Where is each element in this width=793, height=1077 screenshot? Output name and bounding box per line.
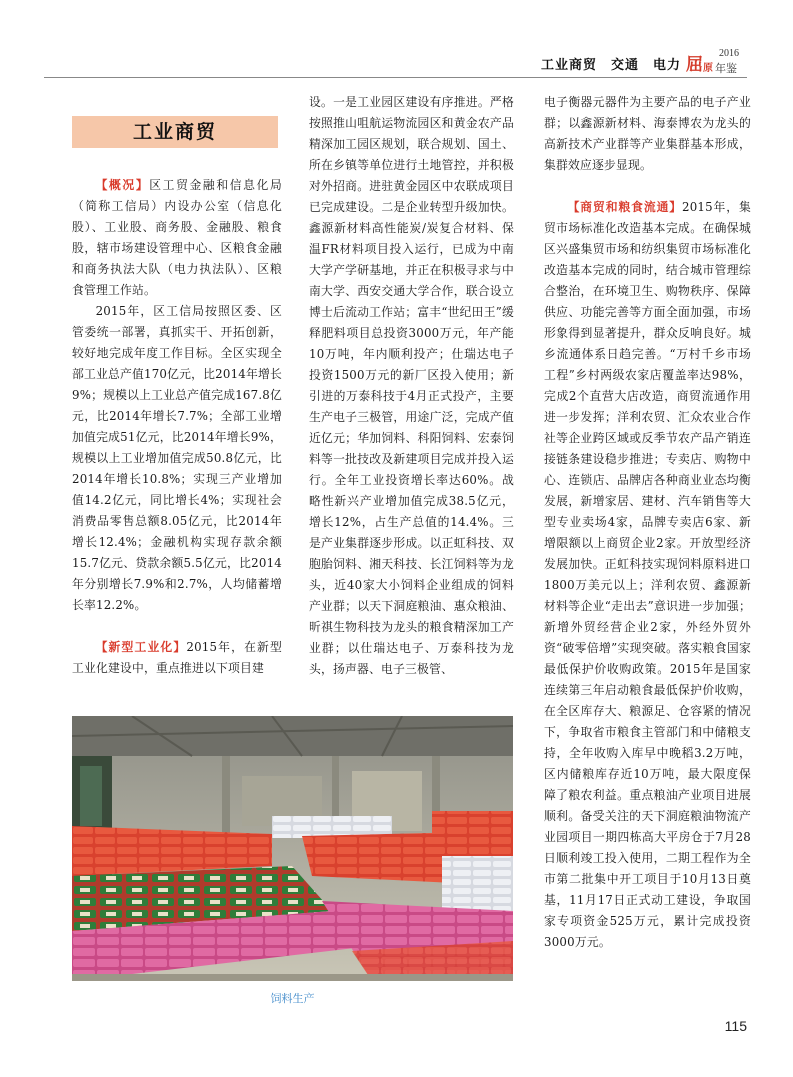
commerce-grain-text: 2015年，集贸市场标准化改造基本完成。在确保城区兴盛集贸市场和纺织集贸市场标准化改造基本完成的同时，结合城市管理综合整治，在环境卫生、购物秩序、保障供应、功能完善等方面全面加强，市场形象得到显著提升，群众反响良好。城乡流通体系日趋完善。“万村千乡市场工程”乡村两级农家店覆盖率达98%，完成2个直营大店改造，商贸流通作用进一步发挥；洋利农贸、汇众农业合作社等企业跨区域或反季节农产品产销连接链条建设稳步推进；专卖店、购物中心、连锁店、品牌店各种商业业态均衡发展，新增家居、建材、汽车销售等大型专业卖场4家，品牌专卖店6家、新增限额以上商贸企业2家。开放型经济发展加快。正虹科技实现饲料原料进口1800万美元以上；洋利农贸、鑫源新材料等企业“走出去”意识进一步加强；新增外贸经营企业2家，外经外贸外资“破零倍增”实现突破。落实粮食国家最低保护价收购政策。2015年是国家连续第三年启动粮食最低保护价收购，在全区库存大、粮源足、仓容紧的情况下，争取省市粮食主管部门和中储粮支持，全年收购入库早中晚稻3.2万吨，区内储粮库存近10万吨，最大限度保障了粮农利益。重点粮油产业项目进展顺利。备受关注的天下洞庭粮油物流产业园项目一期四栋高大平房仓于7月28日顺利竣工投入使用，二期工程作为全市第二批集中开工项目于10月13日奠基，11月17日正式动工建设，争取国家专项资金525万元，累计完成投资3000万元。	[544, 200, 751, 949]
section-title: 工业商贸	[72, 116, 278, 148]
paragraph-continued-2: 电子衡器元器件为主要产品的电子产业群；以鑫源新材料、海泰博农为龙头的高新技术产业群等产业集群基本形成，集群效应逐步显现。	[544, 95, 751, 172]
tag-overview: 【概况】	[95, 178, 150, 192]
yearbook-logo	[686, 48, 748, 76]
column-1	[72, 175, 282, 679]
logo-glyph-yuan: 原	[703, 63, 713, 74]
tag-commerce-grain: 【商贸和粮食流通】	[567, 200, 683, 214]
logo-glyph-qu: 屈	[686, 55, 703, 75]
overview-text: 区工贸金融和信息化局（简称工信局）内设办公室（信息化股）、工业股、商务股、金融股、粮食股，辖市场建设管理中心、区粮食金融和商务执法大队（电力执法队）、区粮食管理工作站。	[72, 178, 282, 297]
logo-yearbook: 年鉴	[715, 62, 737, 75]
paragraph-commerce-grain	[544, 197, 751, 953]
photo-caption: 饲料生产	[270, 992, 315, 1005]
paragraph-overview	[72, 175, 282, 301]
paragraph-new-industrialization	[72, 637, 282, 679]
logo-year: 2016	[719, 48, 739, 59]
paragraph-continued: 设。一是工业园区建设有序推进。严格按照推山咀航运物流园区和黄金农产品精深加工园区规划，联合规划、国土、所在乡镇等单位进行土地管控，并积极对外招商。进驻黄金园区中农联成项目已完成建设。二是企业转型升级加快。鑫源新材料高性能炭/炭复合材料、保温FR材料项目投入运行，已成为中南大学产学研基地，并正在积极寻求与中南大学、西安交通大学合作，联合设立博士后流动工作站；富丰“世纪田王”缓释肥料项目总投资3000万元，年产能10万吨，年内顺利投产；仕瑞达电子投资1500万元的新厂区投入使用；新引进的万泰科技于4月正式投产，主要生产电子三极管，用途广泛，完成产值近亿元；华加饲料、科阳饲料、宏泰饲料等一批技改及新建项目完成并投入运行。全年工业投资增长率达60%。战略性新兴产业增加值完成38.5亿元，增长12%，占生产总值的14.4%。三是产业集群逐步形成。以正虹科技、双胞胎饲料、湘天科技、长江饲料等为龙头，近40家大小饲料企业组成的饲料产业群；以天下洞庭粮油、惠众粮油、昕祺生物科技为龙头的粮食精深加工产业群；以仕瑞达电子、万泰科技为龙头，扬声器、电子三极管、	[309, 95, 514, 676]
paragraph-2015-summary: 2015年，区工信局按照区委、区管委统一部署，真抓实干、开拓创新，较好地完成年度工作目标。全区实现全部工业总产值170亿元，比2014年增长9%；规模以上工业总产值完成167.8亿元，比2014年增长7.7%；全部工业增加值完成51亿元，比2014年增长9%，规模以上工业增加值完成50.8亿元，比2014年增长10.8%；实现三产业增加值14.2亿元，同比增长4%；实现社会消费品零售总额8.05亿元，比2014年增长12.4%；金融机构实现存款余额15.7亿元、贷款余额5.5亿元，比2014年分别增长7.9%和2.7%，人均储蓄增长率12.2%。	[72, 304, 282, 612]
feed-production-photo	[72, 716, 513, 981]
header-section-names: 工业商贸 交通 电力	[540, 58, 681, 73]
new-industrialization-text: 2015年，在新型工业化建设中，重点推进以下项目建	[72, 640, 283, 675]
tag-new-industrialization: 【新型工业化】	[95, 640, 187, 654]
column-2	[309, 92, 514, 680]
header-divider	[44, 77, 747, 78]
page-number: 115	[724, 1018, 747, 1034]
column-3	[544, 92, 751, 953]
